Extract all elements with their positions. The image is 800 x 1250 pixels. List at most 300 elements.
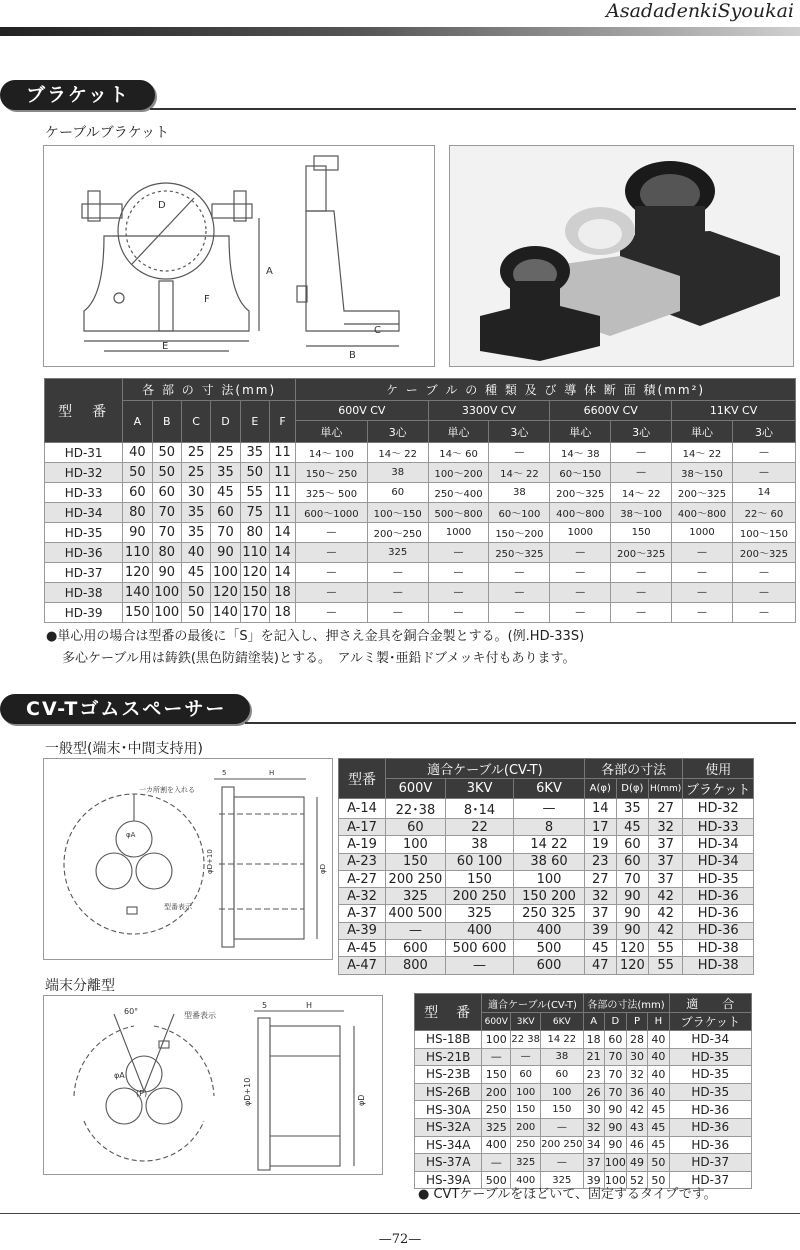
table-cell: 90 — [616, 888, 648, 905]
col-head-3300v: 3300V CV — [428, 401, 550, 421]
table-cell: HD-32 — [683, 799, 754, 819]
table-cell: 26 — [583, 1083, 604, 1101]
table-cell: 50 — [648, 1154, 669, 1172]
label-phi-a: φA — [114, 1071, 125, 1080]
table-cell: 110 — [123, 543, 152, 563]
table-cell: 100 — [511, 1083, 541, 1101]
table-cell: 325 — [511, 1154, 541, 1172]
table-cell: 32 — [648, 819, 683, 836]
model-cell: HD-32 — [45, 463, 123, 483]
table-cell: 37 — [648, 836, 683, 853]
table-cell: 60 — [367, 483, 428, 503]
table-cell: 8･14 — [445, 799, 513, 819]
col-head-a: A — [123, 401, 152, 443]
label-h: H — [269, 769, 275, 777]
table-cell: — — [672, 603, 733, 623]
table-cell: 25 — [181, 443, 210, 463]
table-cell: HD-37 — [669, 1171, 751, 1189]
table-cell: 80 — [123, 503, 152, 523]
table-cell: 140 — [123, 583, 152, 603]
table-cell: 35 — [240, 443, 269, 463]
bracket-drawing — [43, 145, 435, 367]
bracket-note-2: 多心ケーブル用は鋳鉄(黒色防錆塗装)とする。 アルミ製･亜鉛ドブメッキ付もあります。 — [62, 651, 576, 666]
table-cell: 38～100 — [611, 503, 672, 523]
table-cell: 39 — [583, 1171, 604, 1189]
spacer-split-technical-drawing — [44, 996, 382, 1174]
table-cell: — — [367, 603, 428, 623]
table-cell: 200～325 — [732, 543, 795, 563]
model-cell: HD-36 — [45, 543, 123, 563]
table-cell: 11 — [269, 443, 295, 463]
model-cell: A-47 — [339, 957, 386, 974]
table-cell: 14 — [269, 543, 295, 563]
table-cell: 30 — [181, 483, 210, 503]
table-cell: 325 — [445, 905, 513, 922]
model-cell: HD-33 — [45, 483, 123, 503]
table-cell: 400～800 — [550, 503, 611, 523]
table-cell: 14 — [584, 799, 616, 819]
table-cell: HD-36 — [669, 1101, 751, 1119]
table-row — [45, 583, 796, 603]
table-cell: — — [386, 922, 446, 939]
table-cell: 150 — [123, 603, 152, 623]
table-cell: 52 — [626, 1171, 647, 1189]
table-cell: 90 — [616, 922, 648, 939]
table-cell: 400～800 — [672, 503, 733, 523]
table-cell: 32 — [626, 1066, 647, 1084]
col-head-bracket: ブラケット — [683, 779, 754, 799]
table-cell: — — [611, 603, 672, 623]
table-cell: 70 — [152, 503, 181, 523]
col-head-core: 単心 — [428, 421, 489, 443]
table-cell: 30 — [626, 1048, 647, 1066]
table-cell: — — [489, 603, 550, 623]
table-cell: 35 — [181, 503, 210, 523]
table-cell: 32 — [583, 1118, 604, 1136]
table-cell: 70 — [604, 1066, 626, 1084]
table-cell: 42 — [648, 922, 683, 939]
table-cell: 50 — [648, 1171, 669, 1189]
table-cell: 22 38 — [511, 1031, 541, 1049]
table-cell: HD-33 — [683, 819, 754, 836]
table-cell: 100 — [152, 603, 181, 623]
table-cell: 120 — [616, 957, 648, 974]
table-cell: HD-34 — [683, 853, 754, 870]
table-cell: 1000 — [428, 523, 489, 543]
table-cell: 150 — [386, 853, 446, 870]
table-cell: 400 500 — [386, 905, 446, 922]
section-rule — [245, 722, 796, 724]
col-head-600v: 600V CV — [296, 401, 429, 421]
table-cell: 200～250 — [367, 523, 428, 543]
spacer-general-technical-drawing — [44, 759, 332, 959]
model-cell: HD-31 — [45, 443, 123, 463]
table-cell: 14～ 100 — [296, 443, 368, 463]
table-cell: 600 — [514, 957, 585, 974]
bracket-photo — [449, 145, 794, 367]
table-cell: 40 — [123, 443, 152, 463]
table-cell: 45 — [181, 563, 210, 583]
table-cell: — — [732, 463, 795, 483]
table-row — [339, 853, 754, 870]
table-cell: 18 — [269, 603, 295, 623]
label-h: H — [306, 1001, 313, 1010]
table-cell: HD-36 — [669, 1136, 751, 1154]
table-cell: 60 — [616, 853, 648, 870]
table-cell: — — [611, 563, 672, 583]
table-cell: 200 — [511, 1118, 541, 1136]
table-cell: 70 — [152, 523, 181, 543]
table-cell: — — [550, 603, 611, 623]
table-cell: 37 — [584, 905, 616, 922]
table-cell: — — [428, 563, 489, 583]
col-head-core: 単心 — [550, 421, 611, 443]
table-cell: 500～800 — [428, 503, 489, 523]
table-cell: 200 250 — [445, 888, 513, 905]
table-cell: 60 — [152, 483, 181, 503]
table-row — [45, 603, 796, 623]
label-phi-d10: φD+10 — [206, 849, 214, 874]
table-cell: 14～ 38 — [550, 443, 611, 463]
table-cell: — — [672, 543, 733, 563]
table-cell: 40 — [648, 1083, 669, 1101]
table-cell: 100～150 — [732, 523, 795, 543]
table-cell: — — [550, 563, 611, 583]
dim-label-c: C — [374, 325, 381, 336]
model-cell: HS-23B — [415, 1066, 482, 1084]
table-cell: — — [672, 583, 733, 603]
table-cell: — — [489, 563, 550, 583]
table-cell: 600～1000 — [296, 503, 368, 523]
table-cell: 42 — [648, 888, 683, 905]
table-cell: 150 — [511, 1101, 541, 1119]
table-cell: 150 — [541, 1101, 583, 1119]
table-cell: 100 — [482, 1031, 511, 1049]
table-row — [415, 1118, 752, 1136]
table-cell: 42 — [648, 905, 683, 922]
model-cell: HD-34 — [45, 503, 123, 523]
table-cell: 60 — [604, 1031, 626, 1049]
table-row — [339, 922, 754, 939]
table-row — [339, 905, 754, 922]
table-cell: 70 — [211, 523, 240, 543]
col-head-model: 型 番 — [45, 379, 123, 443]
table-cell: 14 22 — [514, 836, 585, 853]
col-head-core: 3心 — [367, 421, 428, 443]
table-cell: 400 — [511, 1171, 541, 1189]
table-cell: 45 — [648, 1118, 669, 1136]
table-cell: HD-38 — [683, 940, 754, 957]
label-5: 5 — [222, 769, 227, 777]
col-head-core: 単心 — [672, 421, 733, 443]
col-head-core: 3心 — [611, 421, 672, 443]
label-model-marking: 型番表示 — [184, 1011, 216, 1020]
label-60deg: 60° — [124, 1007, 139, 1016]
col-head-600v: 600V — [482, 1013, 511, 1031]
table-cell: 45 — [616, 819, 648, 836]
table-row — [339, 888, 754, 905]
col-head-model: 型番 — [339, 759, 386, 799]
table-row — [415, 1066, 752, 1084]
model-cell: A-45 — [339, 940, 386, 957]
table-cell: 200～325 — [550, 483, 611, 503]
table-cell: 90 — [616, 905, 648, 922]
table-cell: 325 — [386, 888, 446, 905]
table-cell: 47 — [584, 957, 616, 974]
table-cell: 40 — [648, 1048, 669, 1066]
table-row — [415, 1031, 752, 1049]
table-cell: 50 — [152, 443, 181, 463]
model-cell: A-14 — [339, 799, 386, 819]
table-cell: — — [367, 583, 428, 603]
table-row — [45, 483, 796, 503]
table-cell: 30 — [583, 1101, 604, 1119]
bracket-photo-illustration — [450, 146, 793, 366]
dim-label-f: F — [204, 294, 210, 305]
table-row — [45, 543, 796, 563]
table-cell: 37 — [648, 853, 683, 870]
table-cell: 100 — [211, 563, 240, 583]
table-row — [339, 940, 754, 957]
table-cell: 50 — [152, 463, 181, 483]
col-head-dims: 各部の寸法(mm) — [583, 994, 669, 1013]
table-cell: 100 — [514, 870, 585, 887]
table-cell: 600 — [386, 940, 446, 957]
table-cell: 80 — [152, 543, 181, 563]
table-cell: 400 — [514, 922, 585, 939]
table-cell: 170 — [240, 603, 269, 623]
table-cell: 100 — [604, 1154, 626, 1172]
table-cell: 32 — [584, 888, 616, 905]
table-cell: 40 — [181, 543, 210, 563]
table-cell: 100～200 — [428, 463, 489, 483]
table-cell: 11 — [269, 503, 295, 523]
table-cell: HD-34 — [683, 836, 754, 853]
table-cell: 60～150 — [550, 463, 611, 483]
table-cell: 150 — [611, 523, 672, 543]
table-cell: 22 — [445, 819, 513, 836]
table-cell: 17 — [584, 819, 616, 836]
table-cell: 34 — [583, 1136, 604, 1154]
model-cell: A-17 — [339, 819, 386, 836]
table-cell: 800 — [386, 957, 446, 974]
col-head-cable: 適合ケーブル(CV-T) — [482, 994, 583, 1013]
col-head-d: D(φ) — [616, 779, 648, 799]
spacer-split-table-body — [415, 1031, 752, 1189]
label-phi-a: φA — [126, 831, 136, 839]
col-head-b: B — [152, 401, 181, 443]
table-cell: — — [296, 523, 368, 543]
table-cell: HD-34 — [669, 1031, 751, 1049]
table-cell: — — [428, 583, 489, 603]
model-cell: A-39 — [339, 922, 386, 939]
table-cell: 60 — [511, 1066, 541, 1084]
table-cell: 14～ 60 — [428, 443, 489, 463]
col-head-6600v: 6600V CV — [550, 401, 672, 421]
table-cell: 11 — [269, 483, 295, 503]
table-cell: 39 — [584, 922, 616, 939]
spacer-general-table — [338, 758, 754, 975]
col-head-6kv: 6KV — [541, 1013, 583, 1031]
section-rule — [150, 108, 796, 110]
table-cell: — — [541, 1118, 583, 1136]
table-row — [415, 1083, 752, 1101]
table-row — [415, 1154, 752, 1172]
col-head-3kv: 3KV — [511, 1013, 541, 1031]
table-cell: HD-35 — [669, 1048, 751, 1066]
table-cell: 75 — [240, 503, 269, 523]
table-cell: 100 — [604, 1171, 626, 1189]
table-cell: 38 — [541, 1048, 583, 1066]
table-cell: 43 — [626, 1118, 647, 1136]
col-head-a: A — [583, 1013, 604, 1031]
label-phi-d: φD — [319, 863, 327, 874]
table-row — [45, 503, 796, 523]
table-cell: 35 — [211, 463, 240, 483]
spacer-split-subtitle: 端末分離型 — [45, 978, 115, 994]
spacer-split-drawing — [43, 995, 383, 1175]
label-split-line: 一カ所割を入れる — [139, 786, 195, 794]
label-p: (P) — [136, 1089, 148, 1098]
table-cell: 150 — [240, 583, 269, 603]
table-cell: 200～325 — [672, 483, 733, 503]
model-cell: HD-38 — [45, 583, 123, 603]
model-cell: A-37 — [339, 905, 386, 922]
table-cell: 200 250 — [541, 1136, 583, 1154]
col-head-p: P — [626, 1013, 647, 1031]
table-cell: 150 — [445, 870, 513, 887]
table-cell: 38～150 — [672, 463, 733, 483]
table-cell: 120 — [123, 563, 152, 583]
table-cell: — — [511, 1048, 541, 1066]
table-cell: 22･38 — [386, 799, 446, 819]
table-cell: 400 — [482, 1136, 511, 1154]
table-row — [339, 819, 754, 836]
table-cell: 45 — [648, 1136, 669, 1154]
table-cell: 100 — [541, 1083, 583, 1101]
table-cell: 14～ 22 — [611, 483, 672, 503]
table-cell: 325～ 500 — [296, 483, 368, 503]
table-cell: 28 — [626, 1031, 647, 1049]
table-row — [339, 799, 754, 819]
table-cell: 50 — [181, 583, 210, 603]
table-cell: 120 — [240, 563, 269, 583]
table-cell: — — [611, 443, 672, 463]
table-cell: — — [611, 583, 672, 603]
table-cell: 80 — [240, 523, 269, 543]
dim-label-b: B — [349, 350, 356, 361]
table-cell: 150～ 250 — [296, 463, 368, 483]
model-cell: HS-32A — [415, 1118, 482, 1136]
table-cell: 1000 — [672, 523, 733, 543]
table-cell: 500 — [482, 1171, 511, 1189]
table-cell: 38 — [489, 483, 550, 503]
model-cell: A-32 — [339, 888, 386, 905]
model-cell: A-19 — [339, 836, 386, 853]
table-cell: — — [611, 463, 672, 483]
table-cell: 100 — [152, 583, 181, 603]
page-number: —72— — [378, 1232, 422, 1247]
model-cell: HS-37A — [415, 1154, 482, 1172]
table-cell: — — [732, 563, 795, 583]
col-head-600v: 600V — [386, 779, 446, 799]
table-cell: — — [489, 583, 550, 603]
table-cell: 25 — [211, 443, 240, 463]
table-cell: 14～ 22 — [367, 443, 428, 463]
table-cell: — — [550, 543, 611, 563]
table-row — [339, 957, 754, 974]
table-cell: 23 — [583, 1066, 604, 1084]
table-cell: 250 — [482, 1101, 511, 1119]
bracket-spec-table — [44, 378, 796, 623]
table-cell: 60 — [386, 819, 446, 836]
table-cell: 46 — [626, 1136, 647, 1154]
table-cell: 150～200 — [489, 523, 550, 543]
table-cell: 22～ 60 — [732, 503, 795, 523]
model-cell: HD-37 — [45, 563, 123, 583]
table-cell: — — [367, 563, 428, 583]
table-cell: 100～150 — [367, 503, 428, 523]
table-cell: 400 — [445, 922, 513, 939]
bracket-subtitle: ケーブルブラケット — [45, 125, 170, 141]
table-cell: 70 — [616, 870, 648, 887]
table-cell: 90 — [604, 1136, 626, 1154]
table-cell: 45 — [584, 940, 616, 957]
col-head-dims: 各部の寸法 — [584, 759, 683, 779]
table-row — [415, 1101, 752, 1119]
table-cell: 50 — [123, 463, 152, 483]
col-head-d: D — [604, 1013, 626, 1031]
dim-label-e: E — [162, 341, 169, 352]
col-head-h: H(mm) — [648, 779, 683, 799]
table-cell: 325 — [367, 543, 428, 563]
table-cell: — — [428, 543, 489, 563]
section-title-bracket: ブラケット — [0, 80, 155, 110]
col-head-dims: 各 部 の 寸 法(mm) — [123, 379, 296, 401]
table-cell: — — [428, 603, 489, 623]
table-cell: 36 — [626, 1083, 647, 1101]
table-cell: 18 — [583, 1031, 604, 1049]
table-cell: 27 — [584, 870, 616, 887]
table-cell: — — [296, 563, 368, 583]
footer-rule — [0, 1213, 800, 1214]
col-head-core: 単心 — [296, 421, 368, 443]
table-cell: — — [550, 583, 611, 603]
table-cell: 120 — [616, 940, 648, 957]
table-row — [45, 463, 796, 483]
header-bar — [0, 27, 800, 36]
table-cell: 250 325 — [514, 905, 585, 922]
table-cell: 120 — [211, 583, 240, 603]
model-cell: HS-39A — [415, 1171, 482, 1189]
table-cell: 35 — [181, 523, 210, 543]
table-cell: 38 — [445, 836, 513, 853]
table-cell: HD-38 — [683, 957, 754, 974]
table-cell: 250 — [511, 1136, 541, 1154]
table-cell: — — [732, 443, 795, 463]
table-cell: 90 — [123, 523, 152, 543]
table-cell: HD-35 — [669, 1066, 751, 1084]
table-cell: — — [672, 563, 733, 583]
table-cell: 14 22 — [541, 1031, 583, 1049]
table-cell: — — [482, 1048, 511, 1066]
dim-label-a: A — [266, 266, 273, 277]
table-cell: — — [541, 1154, 583, 1172]
table-cell: HD-36 — [683, 888, 754, 905]
table-cell: 49 — [626, 1154, 647, 1172]
table-cell: 60 100 — [445, 853, 513, 870]
table-cell: — — [296, 543, 368, 563]
